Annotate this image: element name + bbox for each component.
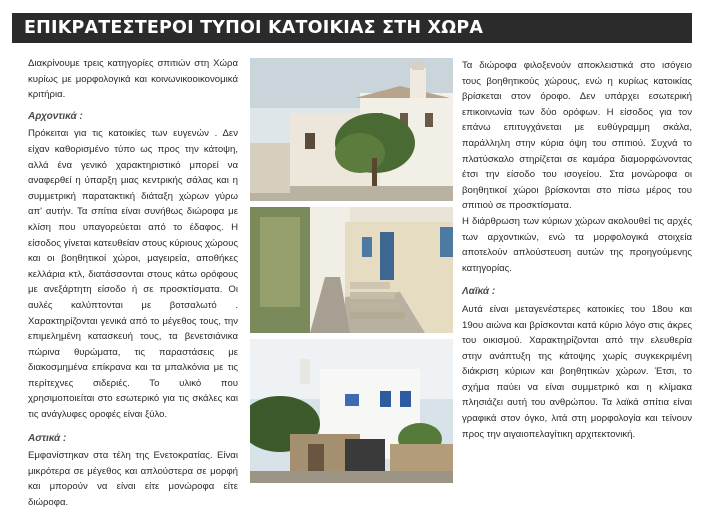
intro-paragraph: Διακρίνουμε τρεις κατηγορίες σπιτιών στη Χώρα κυρίως με μορφολογικά και κοινωνικοοικονομικά κριτήρια.	[28, 58, 238, 101]
left-column	[28, 56, 238, 511]
archontika-heading: Αρχοντικά :	[28, 110, 83, 122]
astika-structure-paragraph: Η διάρθρωση των κύριων χώρων ακολουθεί τις αρχές των αρχοντικών, ενώ τα μορφολογικά στοιχεία αποτελούν απλούστευση αυτών της προηγούμενης κατηγορίας.	[462, 215, 692, 274]
laika-heading: Λαϊκά :	[462, 286, 496, 298]
photo-white-house	[250, 339, 453, 483]
page-title: ΕΠΙΚΡΑΤΕΣΤΕΡΟΙ ΤΥΠΟΙ ΚΑΤΟΙΚΙΑΣ ΣΤΗ ΧΩΡΑ	[12, 13, 692, 43]
astika-heading: Αστικά :	[28, 432, 67, 444]
photo-alley-stairs	[250, 207, 453, 333]
astika-paragraph: Εμφανίστηκαν στα τέλη της Ενετοκρατίας. Είναι μικρότερα σε μέγεθος και απλούστερα σε μορφή και μπορούν να είναι είτε μονώροφα είτε διώροφα.	[28, 450, 238, 509]
photo-mansion	[250, 58, 453, 201]
archontika-paragraph: Πρόκειται για τις κατοικίες των ευγενών . Δεν είχαν καθορισμένο τύπο ως προς την κάτοψη, αλλά ένα γενικό χαρακτηριστικό μπορεί να αναφερθεί η ύπαρξη μιας κεντρικής σάλας και η συμμετρική παρατακτική διάταξη χώρων γύρω απ' αυτήν. Τα σπίτια είναι συνήθως διώροφα με κλίση που υπαγορεύεται από το έδαφος. Η είσοδος γίνεται κατευθείαν στους κύριους χώρους και οι βοηθητικοί χώροι, μαγειρεία, αποθήκες κελλάρια κτλ, διατάσσονται στους κάτω ορόφους με ανεξάρτητη είσοδο ή σε προσκτίσματα. Οι αυλές καλύπτονται με βοτσαλωτό . Χαρακτηρίζονται γενικά από το μέγεθος τους, την επιμελημένη κατασκευή τους, τα βενετσιάνικα πώρινα θυρώματα, τις παραστάσεις με διακοσμημένα επίκρανα και τα μπαλκόνια με τις περίτεχνες σιδεριές. Το υλικό που χρησιμοποιείται στο εσωτερικό για τις σκάλες και τις ανάγλυφες οροφές είναι ξύλο.	[28, 128, 238, 421]
laika-paragraph: Αυτά είναι μεταγενέστερες κατοικίες του 18ου και 19ου αιώνα και βρίσκονται κατά κύριο λόγο στις άκρες του οικισμού. Χαρακτηρίζονται από την ελευθερία στην ανάπτυξη της κάτοψης χωρίς συγκεκριμένη διάκριση κύριων και βοηθητικών χώρων. Έτσι, το σχήμα παύει να είναι συμμετρικό και η κλίμακα πλησιάζει αυτή του ανθρώπου. Τα λαϊκά σπίτια είναι γραφικά στον όγκο, λιτά στη μορφολογία και τείνουν προς την αιγαιοπελαγίτικη αρχιτεκτονική.	[462, 303, 692, 440]
right-column	[462, 58, 692, 442]
astika-paragraph-continued: Τα διώροφα φιλοξενούν αποκλειστικά στο ισόγειο τους βοηθητικούς χώρους, ενώ η κυρίως κατοικίας βρίσκεται στον όροφο. Δεν υπάρχει εσωτερική επικοινωνία των δύο ορόφων. Η είσοδος για τον επάνω επιτυγχάνεται με ευθύγραμμη σκάλα, παράλληλη στην κύρια όψη του σπιτιού. Συχνά το πλατύσκαλο στηρίζεται σε καμάρα διαμορφώνοντας έτσι την είσοδο του ισογείου. Στα μονώροφα οι βοηθητικοί χώροι βρίσκονται στο πίσω μέρος του σπιτιού σε προσκτίσματα.	[462, 60, 692, 212]
